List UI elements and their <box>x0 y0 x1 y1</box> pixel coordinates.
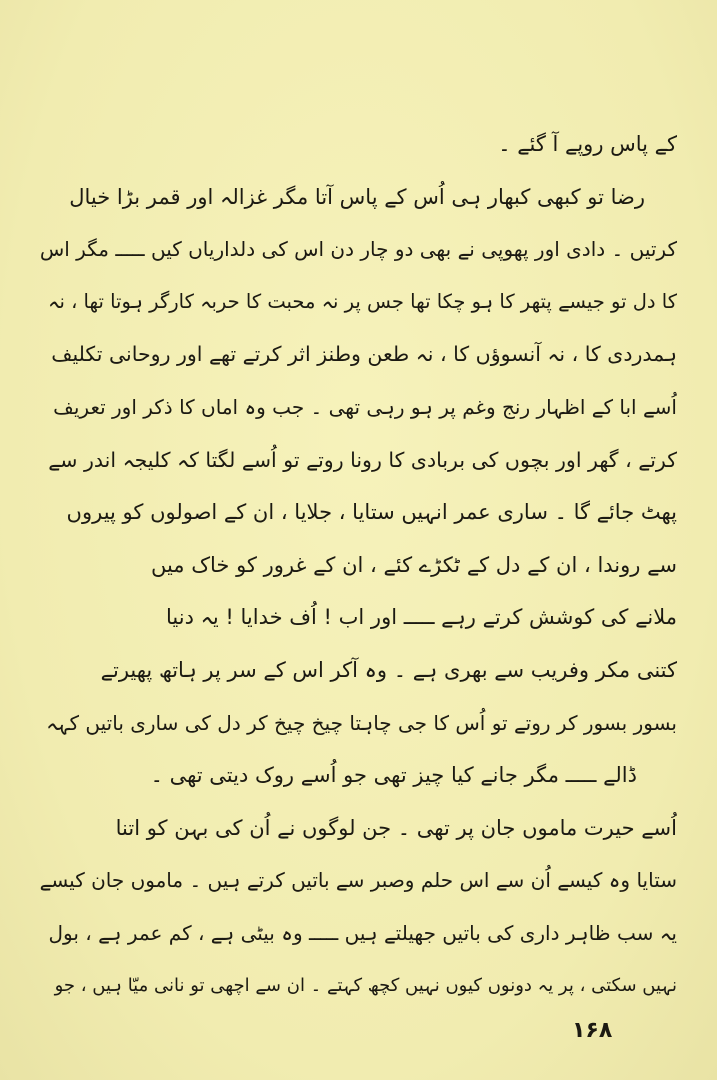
text-line-7: کرتے ، گھر اور بچوں کی بربادی کا رونا روتے تو اُسے لگتا کہ کلیجہ اندر سے <box>48 447 677 472</box>
text-line-6: اُسے ابا کے اظہار رنج وغم پر ہو رہی تھی ۔ جب وہ اماں کا ذکر اور تعریف <box>53 394 677 419</box>
text-line-2: رضا تو کبھی کبھار ہی اُس کے پاس آتا مگر غزالہ اور قمر بڑا خیال <box>69 184 645 209</box>
page-text-block <box>40 118 677 1012</box>
text-line-1: کے پاس روپے آ گئے ۔ <box>498 132 677 156</box>
text-line-9: سے روندا ، ان کے دل کے ٹکڑے کئے ، ان کے غرور کو خاک میں <box>150 552 677 577</box>
text-line-14: اُسے حیرت ماموں جان پر تھی ۔ جن لوگوں نے اُن کی بہن کو اتنا <box>115 815 677 840</box>
text-line-15: ستایا وہ کیسے اُن سے اس حلم وصبر سے باتیں کرتے ہیں ۔ ماموں جان کیسے <box>40 868 677 893</box>
text-line-17: نہیں سکتی ، پر یہ دونوں کیوں نہیں کچھ کہتے ۔ ان سے اچھی تو نانی میّا ہیں ، جو <box>54 974 677 996</box>
text-line-5: ہمدردی کا ، نہ آنسوؤں کا ، نہ طعن وطنز اثر کرتے تھے اور روحانی تکلیف <box>51 342 677 367</box>
text-line-11: کتنی مکر وفریب سے بھری ہے ۔ وہ آکر اس کے سر پر ہاتھ پھیرتے <box>100 657 677 682</box>
text-line-13: ڈالے ـــــ مگر جانے کیا چیز تھی جو اُسے روک دیتی تھی ۔ <box>150 763 637 788</box>
text-line-16: یہ سب ظاہر داری کی باتیں جھیلتے ہیں ـــــ وہ بیٹی ہے ، کم عمر ہے ، بول <box>48 920 677 945</box>
text-line-8: پھٹ جائے گا ۔ ساری عمر انہیں ستایا ، جلایا ، ان کے اصولوں کو پیروں <box>66 500 677 525</box>
text-line-10: ملانے کی کوشش کرتے رہے ـــــ اور اب ! اُف خدایا ! یہ دنیا <box>166 605 677 630</box>
text-line-12: بسور بسور کر روتے تو اُس کا جی چاہتا چیخ چیخ کر دل کی ساری باتیں کہہ <box>46 710 677 735</box>
page-number: ۱۶۸ <box>572 1018 613 1043</box>
text-line-3: کرتیں ۔ دادی اور پھوپی نے بھی دو چار دن اس کی دلداریاں کیں ـــــ مگر اس <box>40 237 677 262</box>
text-line-4: کا دل تو جیسے پتھر کا ہو چکا تھا جس پر نہ محبت کا حربہ کارگر ہوتا تھا ، نہ <box>48 289 677 313</box>
